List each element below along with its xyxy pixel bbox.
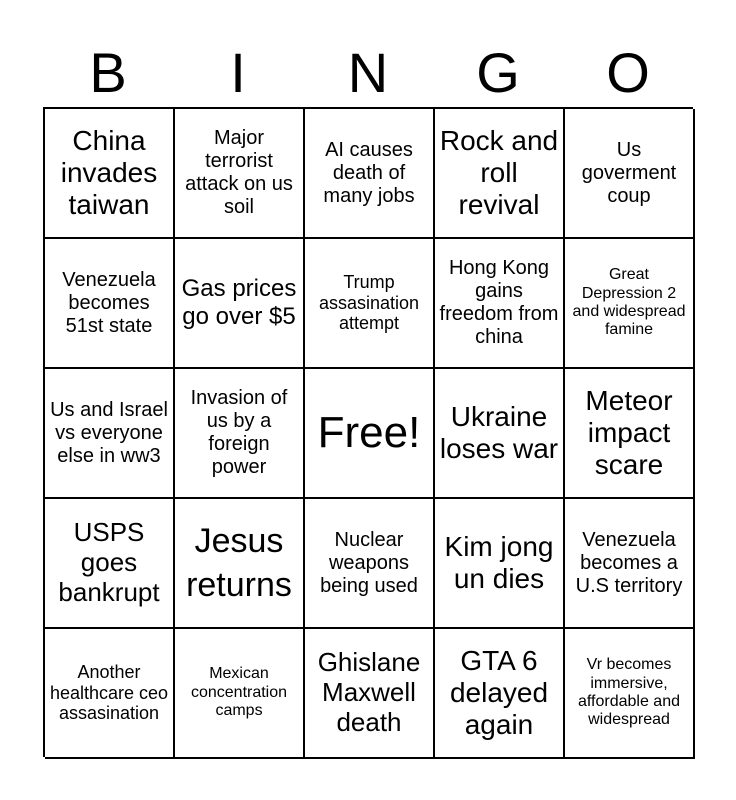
bingo-cell[interactable]: GTA 6 delayed again [435,629,565,759]
bingo-cell[interactable]: Gas prices go over $5 [175,239,305,369]
bingo-cell[interactable]: Us and Israel vs everyone else in ww3 [45,369,175,499]
bingo-cell[interactable]: Another healthcare ceo assasination [45,629,175,759]
header-letter-o: O [606,41,650,104]
header-letter-b: B [89,41,127,104]
free-space-cell[interactable]: Free! [305,369,435,499]
bingo-cell[interactable]: Great Depression 2 and widespread famine [565,239,695,369]
bingo-cell[interactable]: Kim jong un dies [435,499,565,629]
bingo-cell[interactable]: USPS goes bankrupt [45,499,175,629]
bingo-cell[interactable]: Ghislane Maxwell death [305,629,435,759]
bingo-cell[interactable]: Major terrorist attack on us soil [175,109,305,239]
bingo-cell[interactable]: AI causes death of many jobs [305,109,435,239]
header-letter-i: I [230,41,246,104]
bingo-header [43,40,693,106]
bingo-cell[interactable]: Vr becomes immersive, affordable and widespread [565,629,695,759]
bingo-cell[interactable]: Jesus returns [175,499,305,629]
bingo-cell[interactable]: Rock and roll revival [435,109,565,239]
bingo-cell[interactable]: Hong Kong gains freedom from china [435,239,565,369]
bingo-cell[interactable]: Ukraine loses war [435,369,565,499]
bingo-cell[interactable]: Trump assasination attempt [305,239,435,369]
bingo-cell[interactable]: Meteor impact scare [565,369,695,499]
bingo-cell[interactable]: Us goverment coup [565,109,695,239]
bingo-cell[interactable]: Venezuela becomes a U.S territory [565,499,695,629]
header-letter-n: N [347,41,389,104]
bingo-cell[interactable]: Nuclear weapons being used [305,499,435,629]
bingo-grid [43,107,693,757]
header-letter-g: G [476,41,520,104]
bingo-cell[interactable]: Mexican concentration camps [175,629,305,759]
bingo-cell[interactable]: Venezuela becomes 51st state [45,239,175,369]
bingo-cell[interactable]: Invasion of us by a foreign power [175,369,305,499]
bingo-cell[interactable]: China invades taiwan [45,109,175,239]
